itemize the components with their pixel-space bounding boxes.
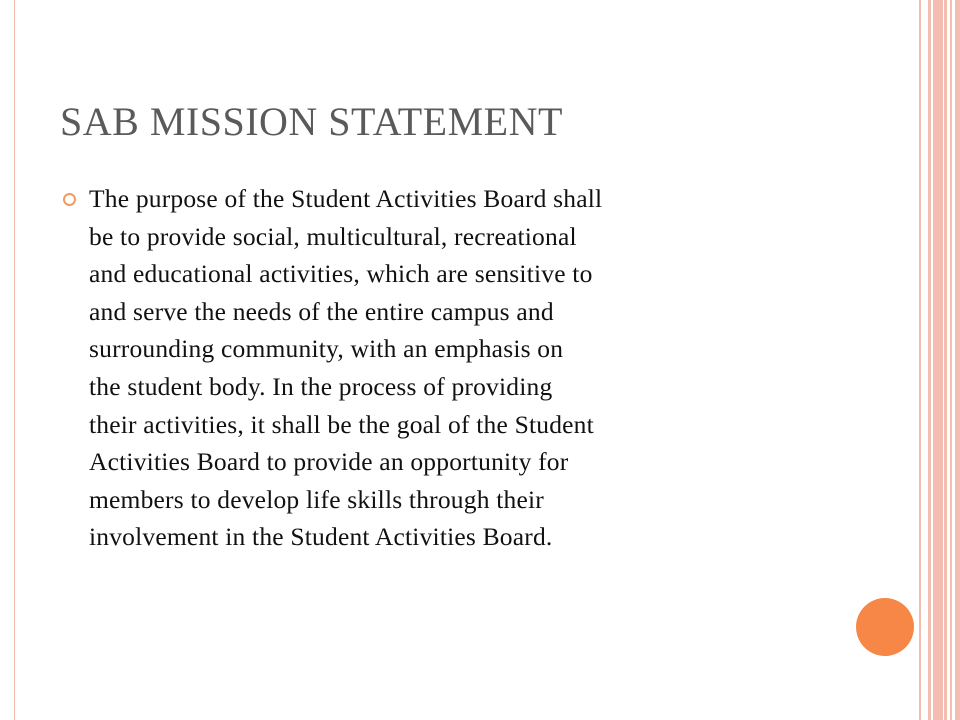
bullet-line: involvement in the Student Activities Board. bbox=[89, 522, 553, 552]
bullet-ring-icon bbox=[63, 193, 76, 206]
left-border-line bbox=[14, 0, 15, 720]
bullet-line: members to develop life skills through their bbox=[89, 484, 544, 514]
right-decorative-stripe bbox=[928, 0, 931, 720]
bullet-line: Activities Board to provide an opportunity for bbox=[89, 447, 569, 477]
bullet-line: The purpose of the Student Activities Board shall bbox=[89, 184, 603, 213]
right-decorative-stripe bbox=[919, 0, 921, 720]
mission-statement-text bbox=[89, 180, 829, 556]
right-decorative-stripe bbox=[944, 0, 947, 720]
slide-title: SAB MISSION STATEMENT bbox=[60, 99, 563, 144]
right-decorative-stripe bbox=[933, 0, 943, 720]
bullet-line: and educational activities, which are sensitive to bbox=[89, 259, 593, 289]
bullet-line: their activities, it shall be the goal of the Student bbox=[89, 409, 594, 439]
bullet-line: be to provide social, multicultural, recreational bbox=[89, 221, 577, 251]
bullet-line: surrounding community, with an emphasis on bbox=[89, 334, 564, 364]
bullet-line: the student body. In the process of providing bbox=[89, 371, 553, 401]
decorative-orange-circle bbox=[856, 598, 914, 656]
right-decorative-stripe bbox=[955, 0, 960, 720]
right-decorative-stripe bbox=[950, 0, 952, 720]
bullet-line: and serve the needs of the entire campus and bbox=[89, 296, 554, 326]
